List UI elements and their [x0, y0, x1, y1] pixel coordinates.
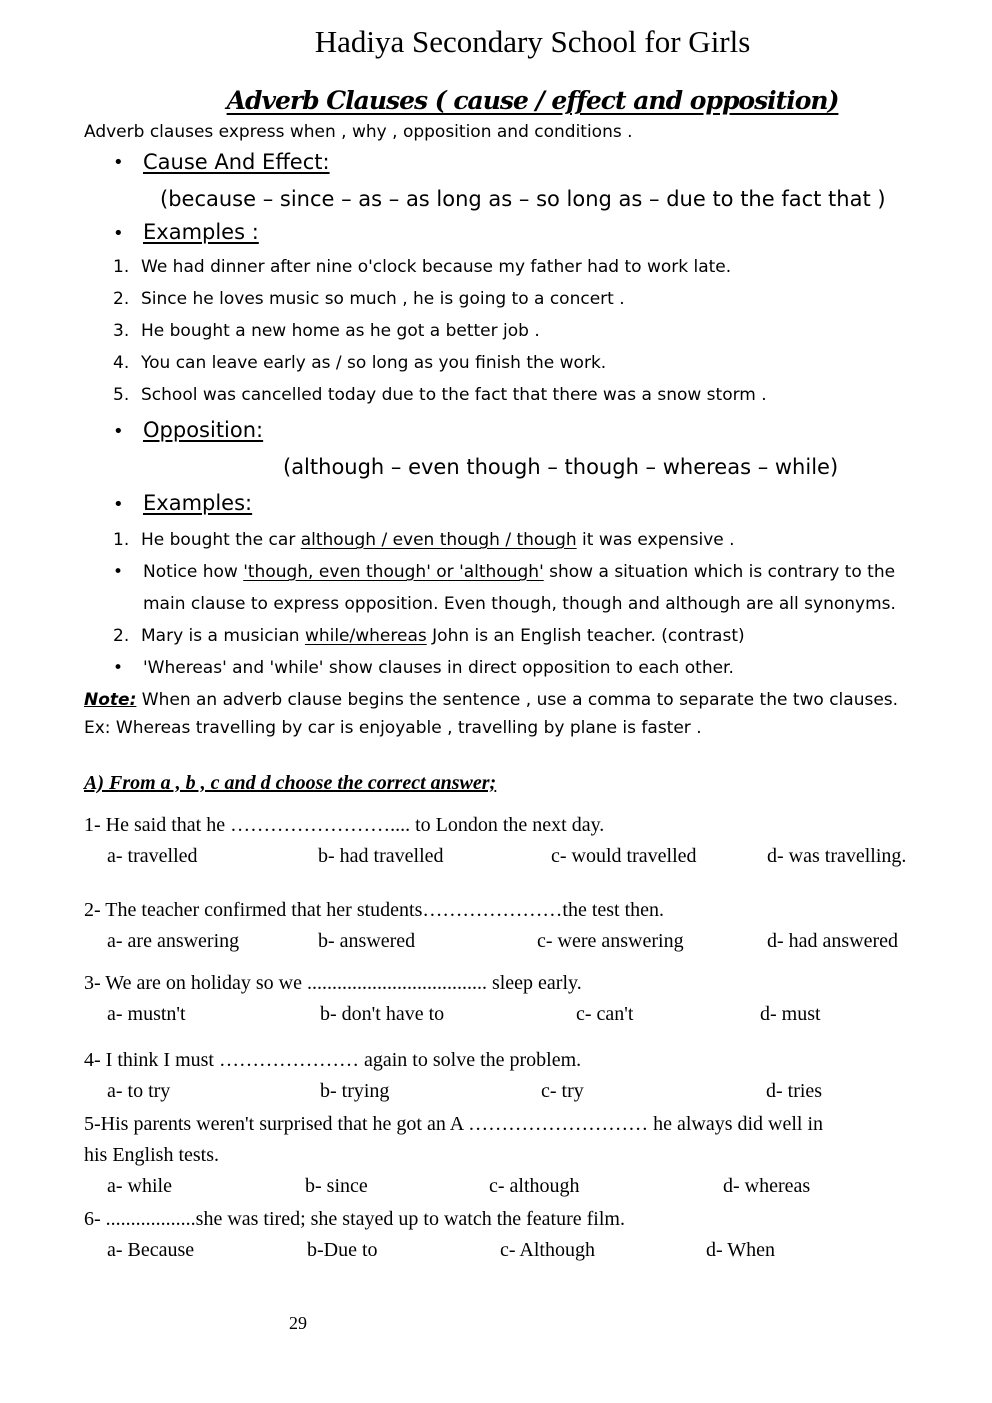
option-2b[interactable]: b- answered	[318, 930, 416, 952]
cause-example-4	[113, 353, 606, 373]
bullet-icon: •	[113, 421, 124, 442]
option-6d[interactable]: d- When	[706, 1239, 776, 1261]
option-1d[interactable]: d- was travelling.	[767, 845, 907, 867]
underlined-conjunctions: while/whereas	[304, 626, 427, 646]
example-number: 5.	[113, 385, 130, 405]
option-6a[interactable]: a- Because	[107, 1239, 195, 1261]
note-example: Ex: Whereas travelling by car is enjoyable , travelling by plane is faster .	[84, 718, 702, 738]
example-number: 2.	[113, 626, 130, 646]
example-number: 4.	[113, 353, 130, 373]
example-text: You can leave early as / so long as you finish the work.	[141, 353, 607, 373]
cause-examples-heading: Examples :	[143, 220, 259, 244]
example-text: He bought a new home as he got a better job .	[141, 321, 540, 341]
question-3: 3- We are on holiday so we .................................... sleep early.	[84, 972, 582, 994]
underlined-conjunctions: although / even though / though	[300, 530, 577, 550]
option-3a[interactable]: a- mustn't	[107, 1003, 186, 1025]
option-2a[interactable]: a- are answering	[107, 930, 240, 952]
example-text: Since he loves music so much , he is going to a concert .	[141, 289, 625, 309]
option-3c[interactable]: c- can't	[576, 1003, 634, 1025]
underlined-conjunctions: 'though, even though' or 'although'	[243, 562, 544, 582]
note-line	[84, 690, 898, 710]
option-5c[interactable]: c- although	[489, 1175, 580, 1197]
bullet-icon: •	[113, 152, 124, 173]
intro-text: Adverb clauses express when , why , opposition and conditions .	[84, 122, 633, 142]
bullet-icon: •	[113, 223, 124, 244]
option-6c[interactable]: c- Although	[500, 1239, 595, 1261]
notice-text-line2: main clause to express opposition. Even though, though and although are all synonyms.	[143, 594, 896, 614]
opposition-words: (although – even though – though – whereas – while)	[283, 455, 839, 479]
example-number: 1.	[113, 530, 130, 550]
note-label: Note:	[84, 690, 137, 710]
question-5: 5-His parents weren't surprised that he got an A ……………………… he always did well in	[84, 1113, 824, 1135]
example-text: He bought the car	[141, 530, 301, 550]
cause-example-2	[113, 289, 625, 309]
option-4c[interactable]: c- try	[541, 1080, 584, 1102]
question-5-line2: his English tests.	[84, 1144, 220, 1166]
cause-effect-words: (because – since – as – as long as – so long as – due to the fact that )	[160, 187, 886, 211]
example-number: 1.	[113, 257, 130, 277]
option-4b[interactable]: b- trying	[320, 1080, 390, 1102]
option-5a[interactable]: a- while	[107, 1175, 172, 1197]
example-text: John is an English teacher. (contrast)	[426, 626, 745, 646]
question-1: 1- He said that he …………………….... to London the next day.	[84, 814, 605, 836]
bullet-icon: •	[113, 658, 124, 678]
cause-effect-heading: Cause And Effect:	[143, 150, 330, 174]
school-name: Hadiya Secondary School for Girls	[314, 24, 751, 59]
option-5d[interactable]: d- whereas	[723, 1175, 811, 1197]
option-2d[interactable]: d- had answered	[767, 930, 899, 952]
option-2c[interactable]: c- were answering	[537, 930, 684, 952]
option-4a[interactable]: a- to try	[107, 1080, 171, 1102]
option-6b[interactable]: b-Due to	[307, 1239, 378, 1261]
example-text: School was cancelled today due to the fact that there was a snow storm .	[141, 385, 767, 405]
example-number: 3.	[113, 321, 130, 341]
option-1b[interactable]: b- had travelled	[318, 845, 444, 867]
example-number: 2.	[113, 289, 130, 309]
notice-text-post: show a situation which is contrary to the	[543, 562, 896, 582]
exercise-heading: A) From a , b , c and d choose the correct answer;	[84, 772, 497, 794]
lesson-title-text: Adverb Clauses ( cause / effect and opposition)	[226, 86, 839, 115]
opposition-examples-heading: Examples:	[143, 491, 253, 515]
example-text: We had dinner after nine o'clock because my father had to work late.	[141, 257, 732, 277]
question-2: 2- The teacher confirmed that her students…………………the test then.	[84, 899, 665, 921]
option-3b[interactable]: b- don't have to	[320, 1003, 445, 1025]
example-text: it was expensive .	[576, 530, 735, 550]
cause-example-1	[113, 257, 731, 277]
opposition-heading: Opposition:	[143, 418, 264, 442]
option-4d[interactable]: d- tries	[766, 1080, 823, 1102]
notice-text-pre: Notice how	[143, 562, 244, 582]
option-1a[interactable]: a- travelled	[107, 845, 198, 867]
bullet-icon: •	[113, 494, 124, 515]
option-3d[interactable]: d- must	[760, 1003, 821, 1025]
whereas-note: 'Whereas' and 'while' show clauses in direct opposition to each other.	[143, 658, 734, 678]
option-1c[interactable]: c- would travelled	[551, 845, 697, 867]
notice-text	[143, 562, 895, 582]
page-number: 29	[289, 1313, 307, 1333]
question-6: 6- ..................she was tired; she stayed up to watch the feature film.	[84, 1208, 625, 1230]
question-4: 4- I think I must ………………… again to solve the problem.	[84, 1049, 582, 1071]
example-text: Mary is a musician	[141, 626, 305, 646]
opposition-example-2	[113, 626, 745, 646]
note-text: When an adverb clause begins the sentence , use a comma to separate the two clauses.	[136, 690, 899, 710]
notice-bullet-icon: •	[113, 562, 124, 582]
option-5b[interactable]: b- since	[305, 1175, 368, 1197]
cause-example-5	[113, 385, 767, 405]
lesson-title	[0, 86, 992, 115]
opposition-example-1	[113, 530, 735, 550]
cause-example-3	[113, 321, 540, 341]
